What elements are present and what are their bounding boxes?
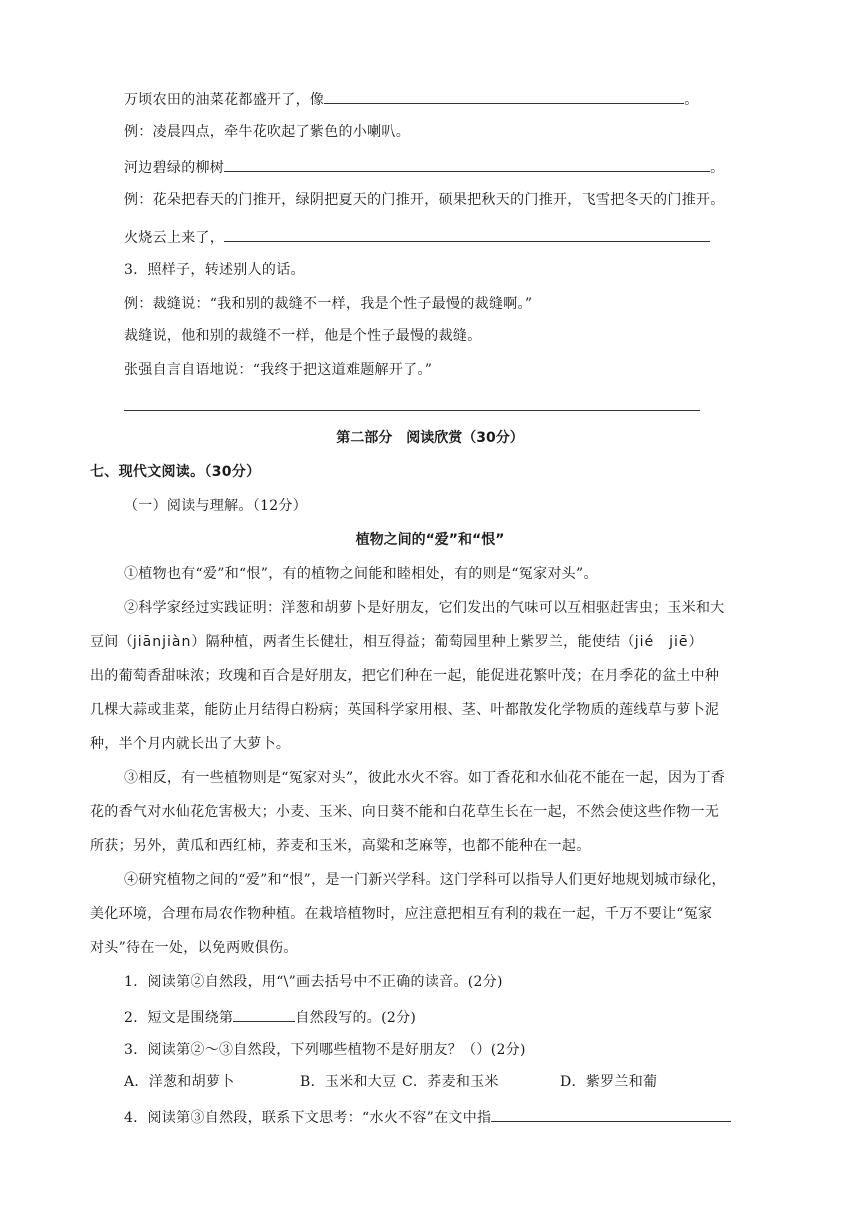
answer-line[interactable] [124,410,700,411]
fill-in-line-2 [124,156,724,178]
option-b[interactable]: B．玉米和大豆 [300,1074,397,1090]
line-end: 。 [710,160,725,176]
example-3: 例：裁缝说：“我和别的裁缝不一样，我是个性子最慢的裁缝啊。” [124,296,533,312]
question-4 [124,1106,731,1128]
paragraph-4-line-1: ④研究植物之间的“爱”和“恨”，是一门新兴学科。这门学科可以指导人们更好地规划城市绿化， [124,872,726,888]
example-3-answer: 裁缝说，他和别的裁缝不一样，他是个性子最慢的裁缝。 [124,328,482,344]
prompt-text: 河边碧绿的柳树 [124,160,225,176]
fill-in-line-1 [124,88,699,110]
pinyin-option-1[interactable]: jiānjiàn [132,634,192,650]
text: 自然段写的。(2分) [295,1010,417,1026]
answer-blank[interactable] [224,226,710,242]
example-2: 例：花朵把春天的门推开，绿阴把夏天的门推开，硕果把秋天的门推开，飞雪把冬天的门推开。 [124,192,725,208]
prompt-text: 火烧云上来了， [124,230,225,246]
question-3: 3．阅读第②～③自然段，下列哪些植物不是好朋友？（）(2分) [124,1042,526,1058]
text: 2．短文是围绕第 [124,1010,234,1026]
line-end: 。 [684,92,699,108]
text: ） [688,634,703,650]
question-3-title: 3．照样子，转述别人的话。 [124,262,305,278]
example-1: 例：凌晨四点，牵牛花吹起了紫色的小喇叭。 [124,124,410,140]
option-a[interactable]: A．洋葱和胡萝卜 [124,1074,235,1090]
paragraph-2-line-4: 几棵大蒜或韭菜，能防止月结得白粉病；英国科学家用根、茎、叶都散发化学物质的莲线草与萝卜泥 [90,702,720,718]
option-d[interactable]: D．紫罗兰和葡 [560,1074,658,1090]
question-3-item: 张强自言自语地说：“我终于把这道难题解开了。” [124,362,433,378]
question-1: 1．阅读第②自然段，用“\”画去括号中不正确的读音。(2分) [124,974,503,990]
text: 4．阅读第③自然段，联系下文思考：“水火不容”在文中指 [124,1110,492,1126]
section-title: 七、现代文阅读。（30分） [90,464,261,480]
paragraph-3-line-1: ③相反，有一些植物则是“冤家对头”，彼此水火不容。如丁香花和水仙花不能在一起，因为丁香 [124,770,726,786]
paragraph-3-line-3: 所获；另外，黄瓜和西红柿，荞麦和玉米，高粱和芝麻等，也都不能种在一起。 [90,838,591,854]
paragraph-2-line-3: 出的葡萄香甜味浓；玫瑰和百合是好朋友，把它们种在一起，能促进花繁叶茂；在月季花的盆土中种 [90,668,720,684]
option-c[interactable]: C．荞麦和玉米 [402,1074,499,1090]
pinyin-option-2[interactable]: jié jiē [634,634,689,650]
text: ）隔种植，两者生长健壮，相互得益；葡萄园里种上紫罗兰，能使结（ [191,634,635,650]
text: 豆间（ [90,634,133,650]
answer-blank[interactable] [233,1006,295,1022]
subsection-title: （一）阅读与理解。（12分） [124,498,308,514]
paragraph-4-line-2: 美化环境，合理布局农作物种植。在栽培植物时，应注意把相互有利的栽在一起，千万不要让“冤家 [90,906,713,922]
paragraph-2-line-5: 种，半个月内就长出了大萝卜。 [90,736,291,752]
part-heading: 第二部分 阅读欣赏（30分） [336,430,524,446]
prompt-text: 万顷农田的油菜花都盛开了，像 [124,92,325,108]
answer-blank[interactable] [224,156,710,172]
paragraph-3-line-2: 花的香气对水仙花危害极大；小麦、玉米、向日葵不能和白花草生长在一起，不然会使这些作物一无 [90,804,720,820]
paragraph-4-line-3: 对头”待在一处，以免两败俱伤。 [90,940,298,956]
answer-blank[interactable] [491,1106,731,1122]
article-title: 植物之间的“爱”和“恨” [355,532,505,548]
question-2 [124,1006,416,1028]
paragraph-2-line-1: ②科学家经过实践证明：洋葱和胡萝卜是好朋友，它们发出的气味可以互相驱赶害虫；玉米和大 [124,600,725,616]
paragraph-1: ①植物也有“爱”和“恨”，有的植物之间能和睦相处，有的则是“冤家对头”。 [124,566,598,582]
fill-in-line-3 [124,226,710,248]
answer-blank[interactable] [324,88,684,104]
paragraph-2-line-2 [90,632,703,652]
